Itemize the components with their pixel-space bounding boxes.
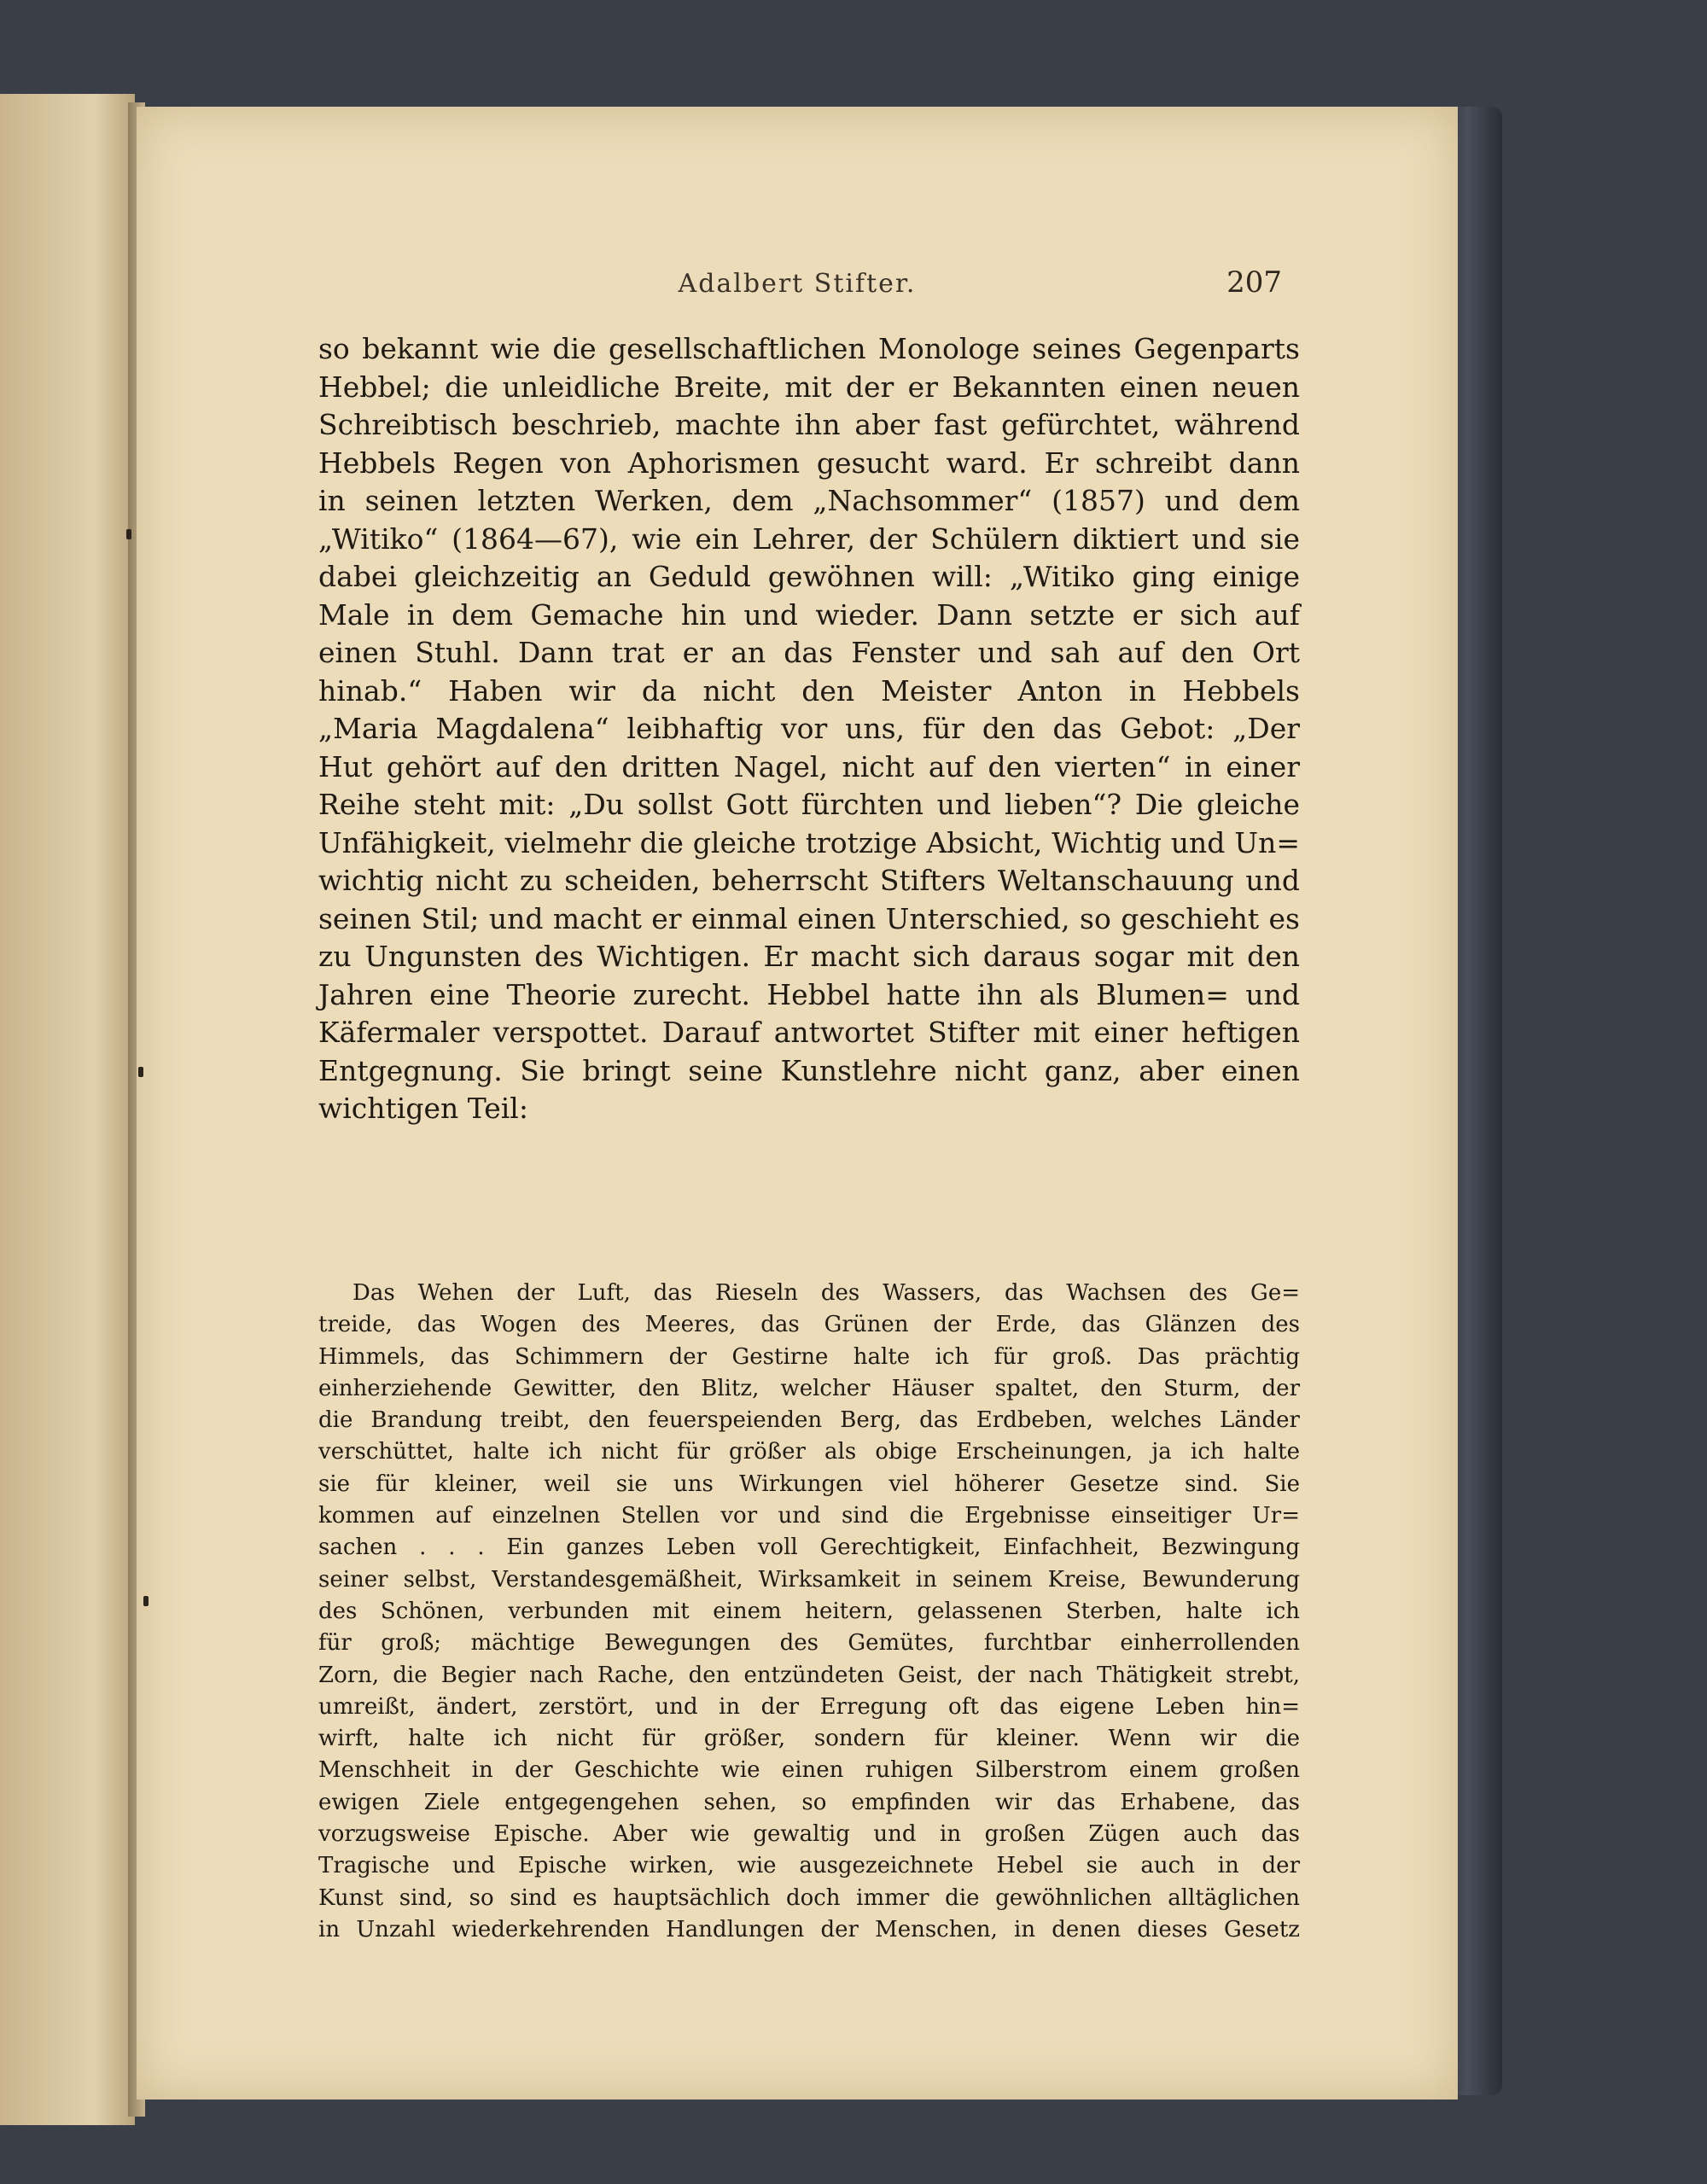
margin-mark [143,1596,149,1606]
quote-line: Himmels, das Schimmern der Gestirne halte ich für groß. Das prächtig [318,1343,1300,1370]
body-line: Entgegnung. Sie bringt seine Kunstlehre nicht ganz, aber einen [318,1053,1300,1087]
quote-line: einherziehende Gewitter, den Blitz, welcher Häuser spaltet, den Sturm, der [318,1375,1300,1401]
quote-line: die Brandung treibt, den feuerspeienden Berg, das Erdbeben, welches Länder [318,1407,1300,1434]
quote-line: in Unzahl wiederkehrenden Handlungen der Menschen, in denen dieses Gesetz [318,1916,1300,1942]
body-line: Unfähigkeit, vielmehr die gleiche trotzige Absicht, Wichtig und Un= [318,825,1300,859]
quote-line: wirft, halte ich nicht für größer, sondern für kleiner. Wenn wir die [318,1726,1300,1752]
quote-line: vorzugsweise Epische. Aber wie gewaltig und in großen Zügen auch das [318,1821,1300,1848]
quote-line: verschüttet, halte ich nicht für größer als obige Erscheinungen, ja ich halte [318,1439,1300,1465]
margin-mark [138,1067,143,1077]
quote-line: seiner selbst, Verstandesgemäßheit, Wirksamkeit in seinem Kreise, Bewunderung [318,1566,1300,1593]
body-paragraph [318,330,1300,1128]
quote-line: sachen . . . Ein ganzes Leben voll Gerechtigkeit, Einfachheit, Bezwingung [318,1535,1300,1561]
body-line: Male in dem Gemache hin und wieder. Dann setzte er sich auf [318,597,1300,632]
body-line: Hebbel; die unleidliche Breite, mit der er Bekannten einen neuen [318,370,1300,404]
body-line: Jahren eine Theorie zurecht. Hebbel hatte ihn als Blumen= und [318,977,1300,1011]
body-line: Käfermaler verspottet. Darauf antwortet Stifter mit einer heftigen [318,1016,1300,1049]
quote-line: Kunst sind, so sind es hauptsächlich doch immer die gewöhnlichen alltäglichen [318,1884,1300,1911]
body-line: hinab.“ Haben wir da nicht den Meister Anton in Hebbels [318,673,1300,708]
quote-line: für groß; mächtige Bewegungen des Gemütes, furchtbar einherrollenden [318,1630,1300,1657]
page-number: 207 [1226,265,1282,300]
quote-line: ewigen Ziele entgegengehen sehen, so empfinden wir das Erhabene, das [318,1789,1300,1815]
quote-line: Zorn, die Begier nach Rache, den entzündeten Geist, der nach Thätigkeit strebt, [318,1662,1300,1688]
body-line: Schreibtisch beschrieb, machte ihn aber fast gefürchtet, während [318,408,1300,441]
running-head [137,265,1458,320]
quote-line: Menschheit in der Geschichte wie einen ruhigen Silberstrom einem großen [318,1757,1300,1784]
body-line: seinen Stil; und macht er einmal einen Unterschied, so geschieht es [318,901,1300,935]
body-line: wichtigen Teil: [318,1092,528,1125]
body-line: einen Stuhl. Dann trat er an das Fenster und sah auf den Ort [318,636,1300,669]
body-line: Reihe steht mit: „Du sollst Gott fürchten und lieben“? Die gleiche [318,788,1300,821]
quote-line: des Schönen, verbunden mit einem heitern, gelassenen Sterben, halte ich [318,1598,1300,1624]
body-line: zu Ungunsten des Wichtigen. Er macht sich daraus sogar mit den [318,940,1300,973]
body-line: wichtig nicht zu scheiden, beherrscht Stifters Weltanschauung und [318,864,1300,897]
quote-line: umreißt, ändert, zerstört, und in der Erregung oft das eigene Leben hin= [318,1693,1300,1720]
quote-line: Tragische und Epische wirken, wie ausgezeichnete Hebel sie auch in der [318,1853,1300,1879]
left-page-edge [0,94,135,2125]
body-line: „Maria Magdalena“ leibhaftig vor uns, für den das Gebot: „Der [318,712,1300,745]
running-head-title: Adalbert Stifter. [678,269,917,299]
margin-mark [126,529,131,539]
quote-line: kommen auf einzelnen Stellen vor und sind die Ergebnisse einseitiger Ur= [318,1503,1300,1529]
quote-line: treide, das Wogen des Meeres, das Grünen der Erde, das Glänzen des [318,1312,1300,1338]
body-line: Hut gehört auf den dritten Nagel, nicht auf den vierten“ in einer [318,749,1300,783]
quote-line: Das Wehen der Luft, das Rieseln des Wassers, das Wachsen des Ge= [352,1280,1300,1306]
body-line: Hebbels Regen von Aphorismen gesucht ward. Er schreibt dann [318,446,1300,480]
body-line: so bekannt wie die gesellschaftlichen Monologe seines Gegenparts [318,332,1300,365]
body-line: dabei gleichzeitig an Geduld gewöhnen will: „Witiko ging einige [318,560,1300,593]
body-line: „Witiko“ (1864—67), wie ein Lehrer, der Schülern diktiert und sie [318,521,1300,556]
book-page [137,107,1458,2100]
quote-line: sie für kleiner, weil sie uns Wirkungen viel höherer Gesetze sind. Sie [318,1471,1300,1497]
block-quote [318,1278,1300,1946]
body-line: in seinen letzten Werken, dem „Nachsommer“ (1857) und dem [318,484,1300,517]
